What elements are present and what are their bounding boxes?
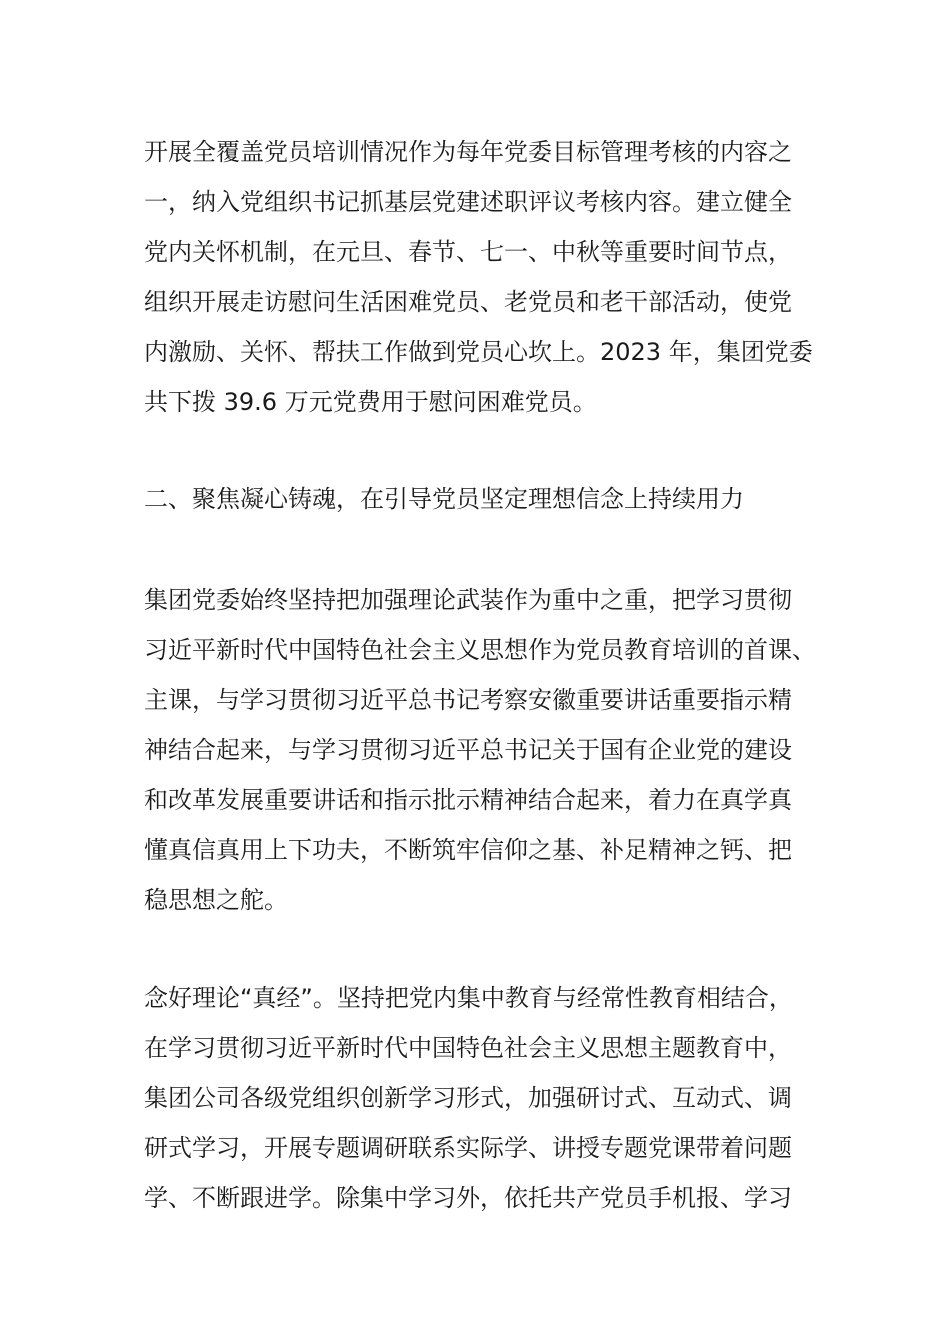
paragraph-line: 懂真信真用上下功夫，不断筑牢信仰之基、补足精神之钙、把 <box>144 836 792 864</box>
paragraph-line: 一，纳入党组织书记抓基层党建述职评议考核内容。建立健全 <box>144 188 792 216</box>
paragraph-line: 集团公司各级党组织创新学习形式，加强研讨式、互动式、调 <box>144 1084 792 1112</box>
paragraph-line: 念好理论“真经”。坚持把党内集中教育与经常性教育相结合， <box>144 984 793 1012</box>
paragraph-line: 和改革发展重要讲话和指示批示精神结合起来，着力在真学真 <box>144 786 792 814</box>
paragraph-line: 学、不断跟进学。除集中学习外，依托共产党员手机报、学习 <box>144 1184 792 1212</box>
paragraph-line: 集团党委始终坚持把加强理论武装作为重中之重，把学习贯彻 <box>144 586 792 614</box>
paragraph-line: 研式学习，开展专题调研联系实际学、讲授专题党课带着问题 <box>144 1134 792 1162</box>
paragraph-line: 神结合起来，与学习贯彻习近平总书记关于国有企业党的建设 <box>144 736 792 764</box>
paragraph-line: 习近平新时代中国特色社会主义思想作为党员教育培训的首课、 <box>144 636 816 664</box>
paragraph-line: 内激励、关怀、帮扶工作做到党员心坎上。2023 年，集团党委 <box>144 338 813 366</box>
paragraph-line: 在学习贯彻习近平新时代中国特色社会主义思想主题教育中， <box>144 1034 792 1062</box>
paragraph-line: 稳思想之舵。 <box>144 886 288 914</box>
paragraph-line: 党内关怀机制，在元旦、春节、七一、中秋等重要时间节点， <box>144 238 792 266</box>
paragraph-line: 开展全覆盖党员培训情况作为每年党委目标管理考核的内容之 <box>144 138 792 166</box>
paragraph-line: 共下拨 39.6 万元党费用于慰问困难党员。 <box>144 388 597 416</box>
section-heading: 二、聚焦凝心铸魂，在引导党员坚定理想信念上持续用力 <box>144 485 744 513</box>
paragraph-line: 组织开展走访慰问生活困难党员、老党员和老干部活动，使党 <box>144 288 792 316</box>
paragraph-line: 主课，与学习贯彻习近平总书记考察安徽重要讲话重要指示精 <box>144 686 792 714</box>
